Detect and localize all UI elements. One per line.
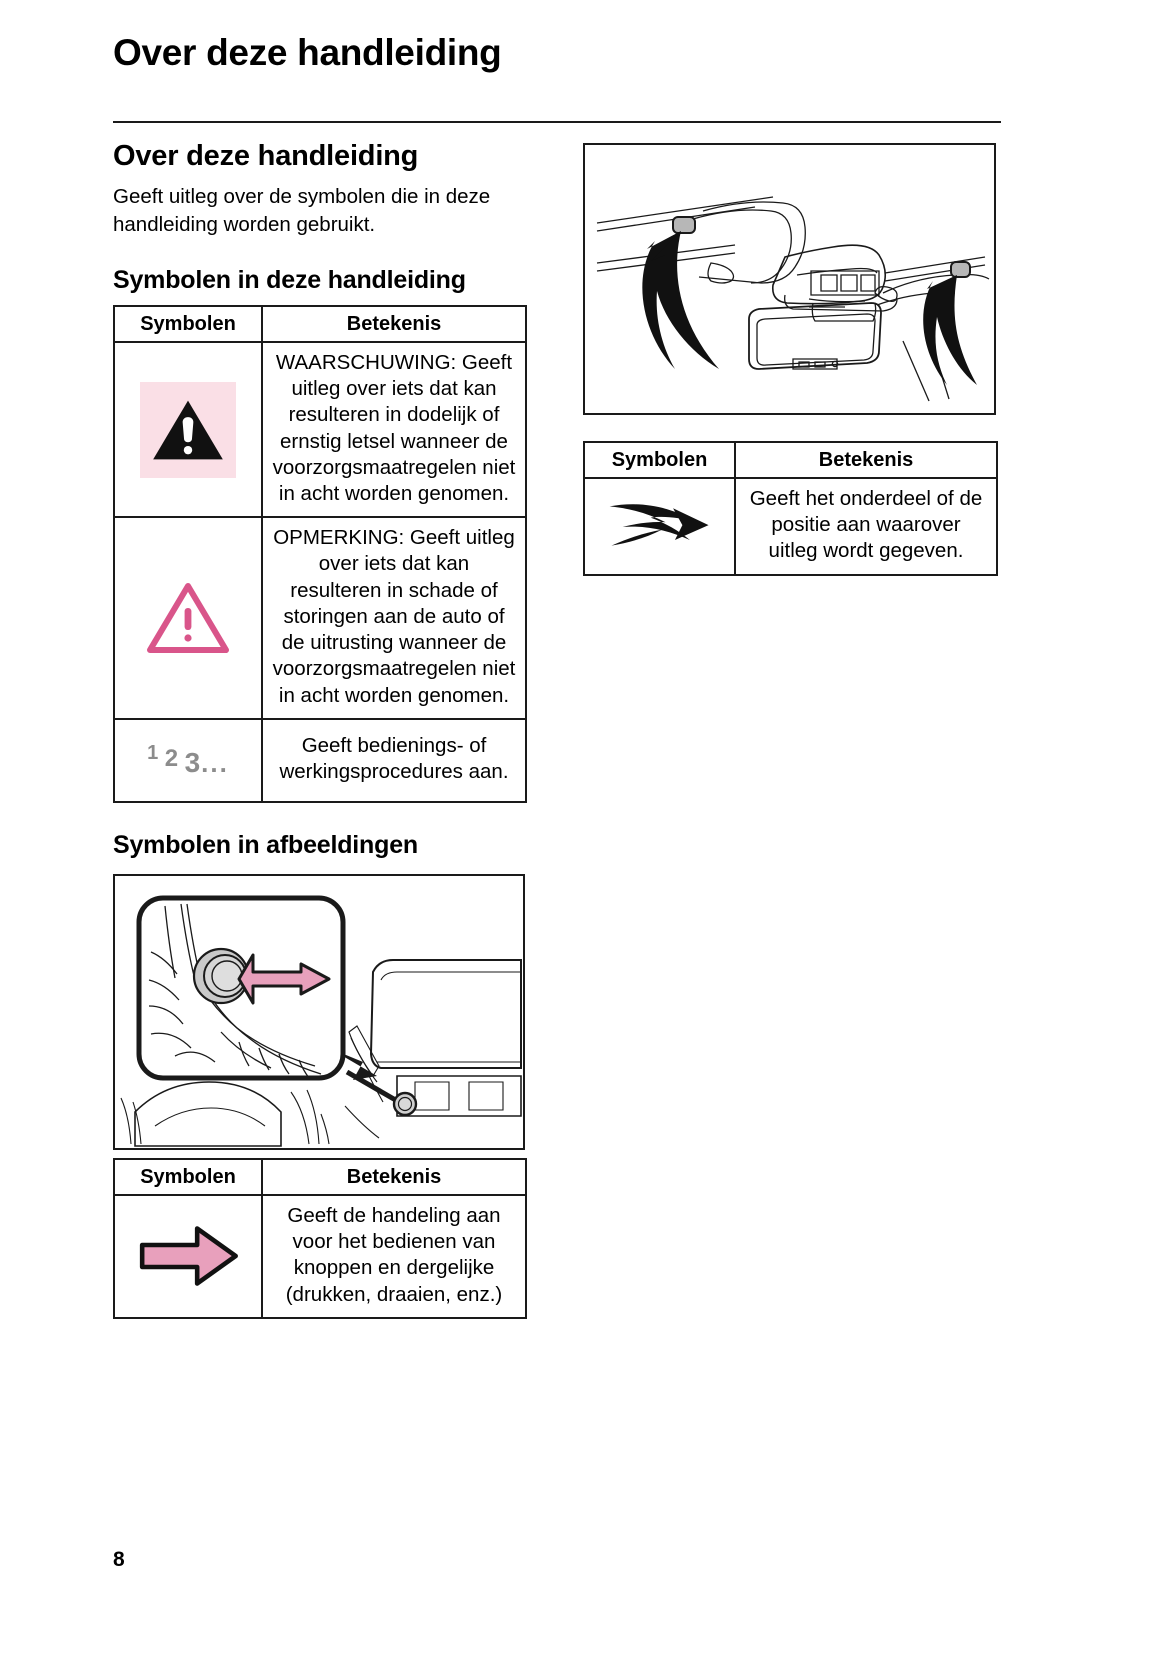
table-row — [114, 719, 526, 802]
black-swoosh-arrow-icon — [604, 497, 716, 555]
note-symbol-cell — [114, 517, 262, 719]
right-column — [583, 433, 996, 576]
symbols-table-callout-arrow — [583, 441, 998, 576]
step-2-label: 2 — [164, 744, 180, 772]
column-header-betekenis: Betekenis — [735, 442, 997, 478]
table-row — [584, 478, 997, 575]
table-row — [114, 1195, 526, 1318]
running-head: Over deze handleiding — [113, 32, 502, 73]
column-header-symbolen: Symbolen — [114, 1159, 262, 1195]
dashboard-start-button-callout-illustration — [113, 874, 525, 1150]
symbols-table-manual — [113, 305, 527, 803]
subsection-title-symbolen-in-afbeeldingen: Symbolen in afbeeldingen — [113, 830, 418, 859]
warning-triangle-icon — [140, 382, 236, 478]
numbered-steps-icon — [115, 720, 261, 801]
table-row — [114, 342, 526, 517]
page-number: 8 — [113, 1548, 125, 1571]
note-triangle-icon — [145, 580, 231, 656]
subsection-title-symbolen-in-deze-handleiding: Symbolen in deze handleiding — [113, 265, 466, 294]
pink-arrow-meaning-cell: Geeft de handeling aan voor het bedienen van knoppen en dergelijke (drukken, draaien, enz.) — [262, 1195, 526, 1318]
step-3-label: 3 — [184, 746, 202, 778]
symbols-table-illustrations — [113, 1158, 527, 1319]
step-1-label: 1 — [147, 741, 160, 764]
note-meaning-cell: OPMERKING: Geeft uitleg over iets dat kan resulteren in schade of storingen aan de auto of de uitrusting wanneer de voorzorgsmaatregelen niet in acht worden genomen. — [262, 517, 526, 719]
pink-block-arrow-icon — [133, 1221, 243, 1291]
pink-arrow-symbol-cell — [114, 1195, 262, 1318]
warning-symbol-cell — [114, 342, 262, 517]
table-row — [114, 517, 526, 719]
table-header-row — [584, 442, 997, 478]
steps-meaning-cell: Geeft bedienings- of werkingsprocedures aan. — [262, 719, 526, 802]
swoosh-arrow-symbol-cell — [584, 478, 735, 575]
table-header-row — [114, 306, 526, 342]
overhead-console-rearview-mirror-illustration — [583, 143, 996, 415]
section-title: Over deze handleiding — [113, 140, 419, 172]
column-header-symbolen: Symbolen — [584, 442, 735, 478]
header-divider — [113, 121, 1001, 123]
column-header-betekenis: Betekenis — [262, 1159, 526, 1195]
steps-symbol-cell — [114, 719, 262, 802]
column-header-symbolen: Symbolen — [114, 306, 262, 342]
warning-meaning-cell: WAARSCHUWING: Geeft uitleg over iets dat kan resulteren in dodelijk of ernstig letsel wanneer de voorzorgsmaatregelen niet in acht worden genomen. — [262, 342, 526, 517]
left-column — [113, 140, 525, 1319]
swoosh-arrow-meaning-cell: Geeft het onderdeel of de positie aan waarover uitleg wordt gegeven. — [735, 478, 997, 575]
column-header-betekenis: Betekenis — [262, 306, 526, 342]
table-header-row — [114, 1159, 526, 1195]
step-ellipsis-label: ... — [201, 747, 229, 778]
intro-paragraph: Geeft uitleg over de symbolen die in deze handleiding worden gebruikt. — [113, 185, 491, 236]
